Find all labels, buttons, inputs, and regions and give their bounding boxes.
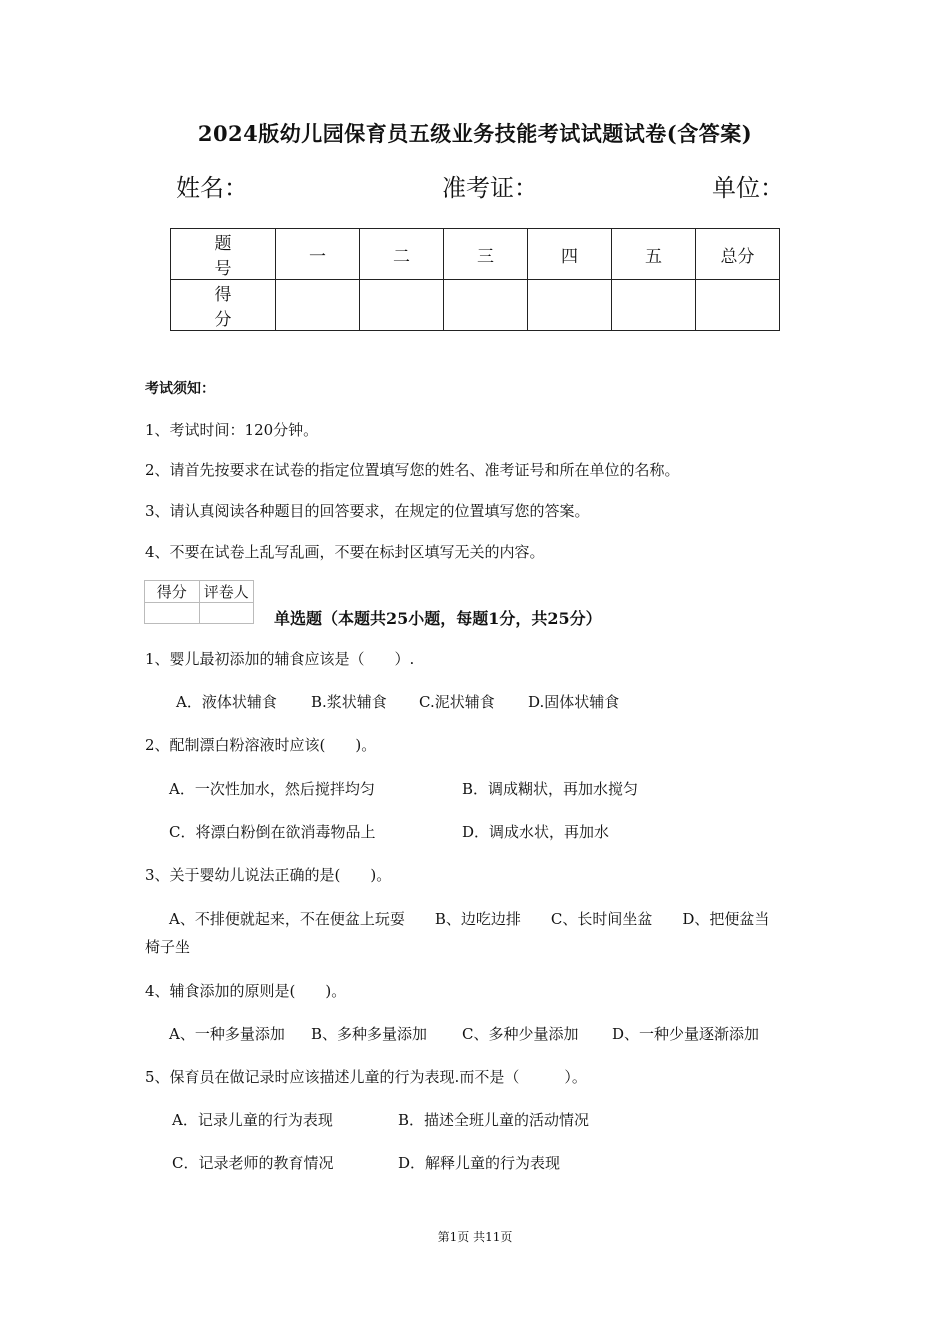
notice-heading: 考试须知：: [145, 381, 215, 397]
q5-option-a[interactable]: A．记录儿童的行为表现: [172, 1111, 333, 1129]
score-table-header-row: [171, 229, 780, 280]
q1-option-d[interactable]: D.固体状辅食: [528, 693, 620, 711]
q3-options-line-1[interactable]: A、不排便就起来，不在便盆上玩耍 B、边吃边排 C、长时间坐盆 D、把便盆当: [169, 910, 770, 928]
q2-option-d[interactable]: D．调成水状，再加水: [462, 823, 610, 841]
document-title: 2024版幼儿园保育员五级业务技能考试试题试卷(含答案): [197, 121, 753, 146]
question-number-header: 题 号: [171, 229, 276, 280]
section-title: 单选题（本题共25小题，每题1分，共25分）: [274, 609, 602, 628]
grader-name-cell[interactable]: [199, 603, 254, 624]
page-footer: 第1页 共11页: [437, 1230, 513, 1244]
unit-label: 单位：: [712, 174, 784, 202]
column-header-5: 五: [612, 229, 696, 280]
q1-option-b[interactable]: B.浆状辅食: [311, 693, 387, 711]
score-cell-2[interactable]: [360, 280, 444, 331]
grader-score-label: 得分: [145, 581, 200, 603]
score-cell-5[interactable]: [612, 280, 696, 331]
candidate-info-line: [0, 168, 950, 208]
score-cell-1[interactable]: [276, 280, 360, 331]
grader-name-label: 评卷人: [199, 581, 254, 603]
notice-item-3: 3、请认真阅读各种题目的回答要求，在规定的位置填写您的答案。: [145, 502, 590, 520]
q2-option-b[interactable]: B．调成糊状，再加水搅匀: [462, 780, 639, 798]
q4-option-b[interactable]: B、多种多量添加: [311, 1025, 428, 1043]
grader-box: [144, 580, 254, 624]
q1-option-c[interactable]: C.泥状辅食: [419, 693, 495, 711]
question-1: 1、婴儿最初添加的辅食应该是（ ）.: [145, 650, 415, 668]
exam-number-label: 准考证：: [442, 174, 538, 202]
notice-item-2: 2、请首先按要求在试卷的指定位置填写您的姓名、准考证号和所在单位的名称。: [145, 461, 680, 479]
q4-option-d[interactable]: D、一种少量逐渐添加: [612, 1025, 760, 1043]
q4-option-a[interactable]: A、一种多量添加: [169, 1025, 285, 1043]
q5-option-b[interactable]: B．描述全班儿童的活动情况: [398, 1111, 590, 1129]
column-header-4: 四: [528, 229, 612, 280]
q4-option-c[interactable]: C、多种少量添加: [462, 1025, 579, 1043]
score-cell-total[interactable]: [696, 280, 780, 331]
column-header-total: 总分: [696, 229, 780, 280]
score-row-label: 得 分: [171, 280, 276, 331]
score-cell-3[interactable]: [444, 280, 528, 331]
q2-option-c[interactable]: C．将漂白粉倒在欲消毒物品上: [169, 823, 376, 841]
notice-item-1: 1、考试时间：120分钟。: [145, 421, 319, 439]
column-header-3: 三: [444, 229, 528, 280]
name-label: 姓名：: [176, 174, 248, 202]
question-3: 3、关于婴幼儿说法正确的是( )。: [145, 866, 392, 884]
score-table: [170, 228, 780, 331]
q5-option-c[interactable]: C．记录老师的教育情况: [172, 1154, 334, 1172]
q5-option-d[interactable]: D．解释儿童的行为表现: [398, 1154, 561, 1172]
score-table-score-row: [171, 280, 780, 331]
grader-score-cell[interactable]: [145, 603, 200, 624]
q3-options-line-2[interactable]: 椅子坐: [145, 938, 191, 956]
score-cell-4[interactable]: [528, 280, 612, 331]
notice-item-4: 4、不要在试卷上乱写乱画，不要在标封区填写无关的内容。: [145, 543, 545, 561]
column-header-1: 一: [276, 229, 360, 280]
q2-option-a[interactable]: A．一次性加水，然后搅拌均匀: [169, 780, 375, 798]
column-header-2: 二: [360, 229, 444, 280]
q1-option-a[interactable]: A．液体状辅食: [176, 693, 277, 711]
question-4: 4、辅食添加的原则是( )。: [145, 982, 347, 1000]
question-5: 5、保育员在做记录时应该描述儿童的行为表现.而不是（ ）。: [145, 1068, 587, 1086]
question-2: 2、配制漂白粉溶液时应该( )。: [145, 736, 377, 754]
